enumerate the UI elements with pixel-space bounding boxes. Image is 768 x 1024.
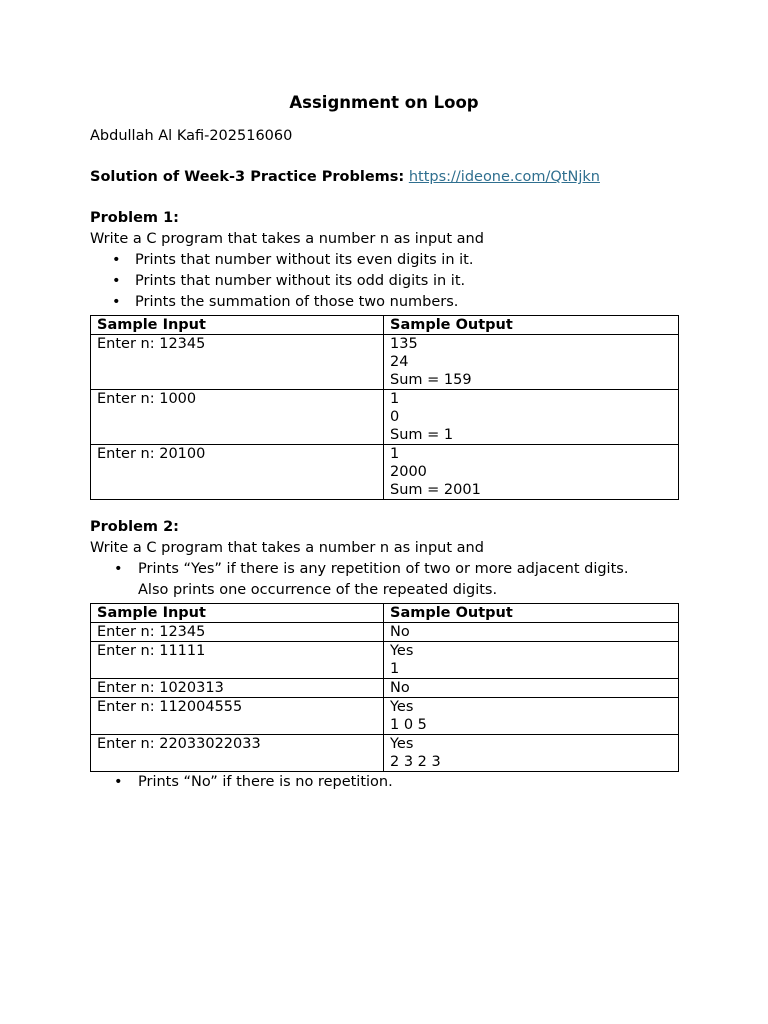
- bullet-icon: •: [112, 252, 121, 268]
- sample-input-cell: Enter n: 11111: [91, 642, 384, 679]
- output-line: No: [390, 624, 410, 640]
- output-line: 2 3 2 3: [390, 754, 441, 770]
- document-title: Assignment on Loop: [289, 93, 479, 112]
- table-row: [91, 698, 679, 735]
- output-line: 2000: [390, 464, 427, 480]
- problem-1-table: [90, 315, 679, 500]
- output-line: 135: [390, 336, 418, 352]
- solution-link[interactable]: https://ideone.com/QtNjkn: [408, 169, 600, 185]
- table-row: [91, 390, 679, 445]
- bullet-icon: •: [112, 294, 121, 310]
- problem-2-heading: Problem 2:: [90, 519, 179, 535]
- sample-output-cell: [384, 698, 679, 735]
- problem-2-intro: Write a C program that takes a number n as input and: [90, 540, 484, 556]
- output-line: 0: [390, 409, 400, 425]
- bullet-text: Prints “No” if there is no repetition.: [138, 774, 393, 790]
- list-item: [90, 250, 678, 271]
- solution-line: [90, 167, 600, 188]
- table-header-output: Sample Output: [384, 604, 679, 623]
- sample-output-cell: [384, 679, 679, 698]
- sample-output-cell: [384, 390, 679, 445]
- sample-output-cell: [384, 623, 679, 642]
- problem-2-bullets-after: [90, 772, 678, 793]
- sample-input-cell: Enter n: 1020313: [91, 679, 384, 698]
- output-line: 24: [390, 354, 409, 370]
- problem-2-table: [90, 603, 679, 772]
- sample-input-cell: Enter n: 112004555: [91, 698, 384, 735]
- table-header-row: [91, 316, 679, 335]
- table-row: [91, 623, 679, 642]
- output-line: 1 0 5: [390, 717, 427, 733]
- output-line: Sum = 159: [390, 372, 472, 388]
- output-line: Sum = 2001: [390, 482, 481, 498]
- table-row: [91, 445, 679, 500]
- table-header-input: Sample Input: [91, 316, 384, 335]
- output-line: 1: [390, 391, 400, 407]
- list-item-continuation: [90, 580, 678, 601]
- table-row: [91, 735, 679, 772]
- bullet-text: Also prints one occurrence of the repeated digits.: [138, 582, 498, 598]
- output-line: No: [390, 680, 410, 696]
- table-header-input: Sample Input: [91, 604, 384, 623]
- problem-1-bullets: [90, 250, 678, 313]
- output-line: Yes: [390, 643, 414, 659]
- bullet-text: Prints that number without its odd digits in it.: [135, 273, 466, 289]
- sample-output-cell: [384, 445, 679, 500]
- sample-input-cell: Enter n: 1000: [91, 390, 384, 445]
- author-line: Abdullah Al Kafi-202516060: [90, 128, 293, 144]
- bullet-icon: •: [112, 273, 121, 289]
- problem-1-heading: Problem 1:: [90, 210, 179, 226]
- problem-1-section: [90, 208, 678, 500]
- table-header-row: [91, 604, 679, 623]
- bullet-text: Prints “Yes” if there is any repetition of two or more adjacent digits.: [138, 561, 629, 577]
- table-row: [91, 335, 679, 390]
- output-line: Sum = 1: [390, 427, 454, 443]
- sample-output-cell: [384, 642, 679, 679]
- table-row: [91, 642, 679, 679]
- table-row: [91, 679, 679, 698]
- output-line: Yes: [390, 736, 414, 752]
- output-line: 1: [390, 661, 400, 677]
- problem-2-section: [90, 517, 678, 793]
- sample-input-cell: Enter n: 20100: [91, 445, 384, 500]
- sample-input-cell: Enter n: 22033022033: [91, 735, 384, 772]
- bullet-icon: •: [114, 561, 123, 577]
- sample-input-cell: Enter n: 12345: [91, 335, 384, 390]
- table-header-output: Sample Output: [384, 316, 679, 335]
- sample-output-cell: [384, 335, 679, 390]
- problem-1-intro: Write a C program that takes a number n as input and: [90, 231, 484, 247]
- list-item: [90, 292, 678, 313]
- list-item: [90, 271, 678, 292]
- output-line: 1: [390, 446, 400, 462]
- sample-input-cell: Enter n: 12345: [91, 623, 384, 642]
- bullet-icon: •: [114, 774, 123, 790]
- problem-2-bullets: [90, 559, 678, 601]
- list-item: [90, 559, 678, 580]
- solution-label: Solution of Week-3 Practice Problems:: [90, 169, 405, 185]
- list-item: [90, 772, 678, 793]
- sample-output-cell: [384, 735, 679, 772]
- bullet-text: Prints the summation of those two numbers.: [135, 294, 459, 310]
- output-line: Yes: [390, 699, 414, 715]
- bullet-text: Prints that number without its even digits in it.: [135, 252, 474, 268]
